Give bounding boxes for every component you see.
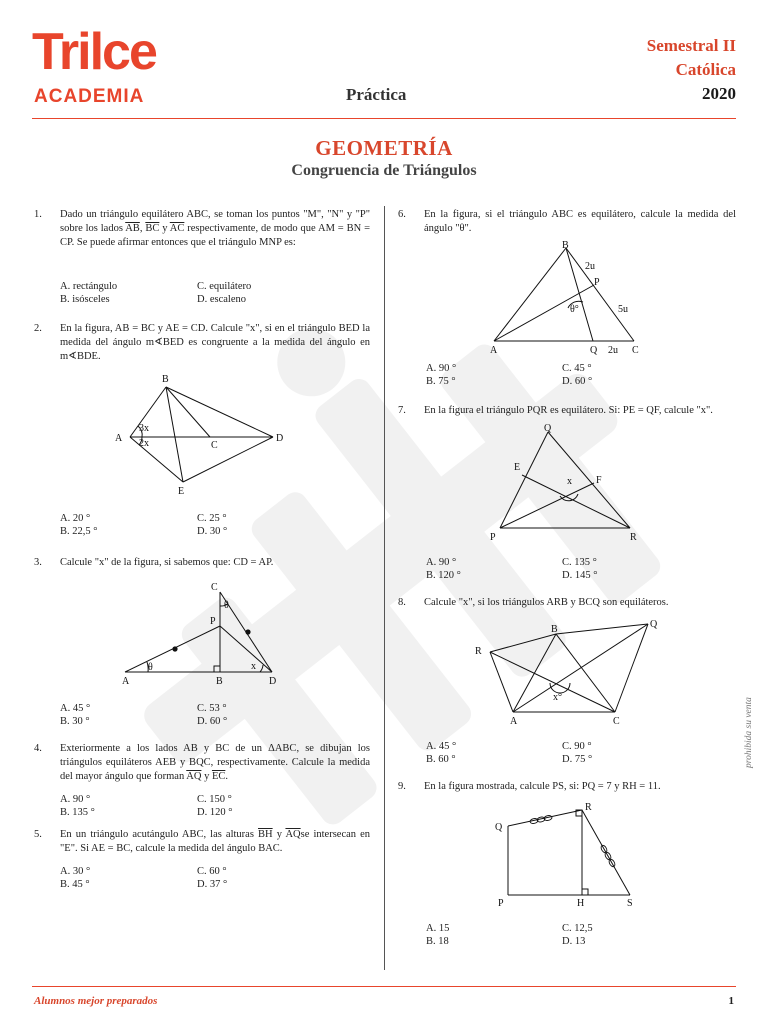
practice-label: Práctica: [346, 85, 407, 104]
fig-label: B: [562, 240, 569, 251]
side-note-text: prohibida su venta: [744, 697, 754, 768]
question-3: [34, 556, 370, 572]
fig-label: B: [551, 624, 558, 635]
tick-marks: [530, 815, 616, 868]
option-d[interactable]: D. 60 °: [562, 376, 593, 387]
fig-label: x°: [553, 692, 562, 703]
option-b[interactable]: B. 120 °: [426, 570, 461, 581]
fig-label: A: [115, 433, 123, 444]
fig-label: S: [627, 898, 633, 909]
question-text: En la figura el triángulo PQR es equilátero. Si: PE = QF, calcule "x".: [424, 405, 713, 416]
fig-label: R: [585, 802, 592, 813]
tick-mark: [172, 646, 177, 651]
fig-label: x: [251, 661, 256, 672]
option-d[interactable]: D. 145 °: [562, 570, 598, 581]
option-c[interactable]: C. 53 °: [197, 703, 227, 714]
fig-label: Q: [650, 619, 658, 630]
question-text: En la figura mostrada, calcule PS, si: PQ = 7 y RH = 11.: [424, 781, 661, 792]
question-number: 1.: [34, 209, 42, 220]
fig-label: R: [475, 646, 482, 657]
option-c[interactable]: C. 45 °: [562, 363, 592, 374]
fig-label: C: [211, 582, 218, 593]
fig-label: Q: [590, 345, 598, 356]
figure-question-3: [110, 576, 300, 691]
fig-label: A: [490, 345, 498, 356]
option-b[interactable]: B. 18: [426, 936, 449, 947]
fig-label: R: [630, 532, 637, 543]
figure-question-7: [482, 418, 652, 546]
fig-label: E: [514, 462, 521, 473]
option-c[interactable]: C. 90 °: [562, 741, 592, 752]
question-number: 3.: [34, 557, 42, 568]
fig-label: P: [210, 616, 216, 627]
option-a[interactable]: A. 30 °: [60, 866, 91, 877]
fig-label: C: [613, 716, 620, 727]
option-a[interactable]: A. 90 °: [426, 557, 457, 568]
year-label: 2020: [702, 84, 736, 103]
question-number: 9.: [398, 781, 406, 792]
option-d[interactable]: D. 30 °: [197, 526, 228, 537]
fig-label: B: [162, 374, 169, 385]
question-text: En la figura, si el triángulo ABC es equilátero, calcule la medida del ángulo "θ".: [424, 209, 736, 234]
fig-label: D: [269, 676, 277, 687]
header-info: [647, 34, 736, 106]
figure-question-6: [482, 238, 652, 360]
option-c[interactable]: C. 60 °: [197, 866, 227, 877]
topic-title: Congruencia de Triángulos: [291, 162, 477, 179]
option-c[interactable]: C. 25 °: [197, 513, 227, 524]
option-b[interactable]: B. 22,5 °: [60, 526, 98, 537]
fig-label: A: [122, 676, 130, 687]
option-c[interactable]: C. equilátero: [197, 281, 252, 292]
trilce-logo: Trilce: [32, 23, 156, 81]
option-b[interactable]: B. 60 °: [426, 754, 456, 765]
fig-label: 5u: [618, 304, 628, 315]
option-a[interactable]: A. 15: [426, 923, 450, 934]
question-text: En la figura, AB = BC y AE = CD. Calcule "x", si en el triángulo BED la medida del ángulo m∢BED es congruente a la medida del ángulo en m∢BDE.: [60, 323, 370, 362]
option-d[interactable]: D. escaleno: [197, 294, 246, 305]
fig-label: θ°: [570, 304, 579, 315]
fig-label: H: [577, 898, 585, 909]
option-a[interactable]: A. 20 °: [60, 513, 91, 524]
fig-label: A: [510, 716, 518, 727]
fig-label: P: [594, 277, 600, 288]
tick-mark: [245, 629, 250, 634]
header-rule: [32, 118, 736, 119]
fig-label: 2x: [139, 438, 149, 449]
question-text: Calcule "x", si los triángulos ARB y BCQ son equiláteros.: [424, 597, 669, 608]
question-4: [34, 742, 370, 784]
option-d[interactable]: D. 60 °: [197, 716, 228, 727]
cycle-label: Semestral II: [646, 36, 736, 55]
option-c[interactable]: C. 135 °: [562, 557, 597, 568]
fig-label: P: [498, 898, 504, 909]
question-8: [398, 596, 738, 612]
question-number: 4.: [34, 743, 42, 754]
fig-label: x: [567, 476, 572, 487]
question-1: [34, 208, 370, 264]
question-number: 5.: [34, 829, 42, 840]
question-5: [34, 828, 370, 856]
option-d[interactable]: D. 75 °: [562, 754, 593, 765]
subject-title: GEOMETRÍA: [315, 136, 453, 160]
footer-rule: [32, 986, 736, 987]
question-number: 8.: [398, 597, 406, 608]
fig-label: F: [596, 475, 602, 486]
figure-question-2: [110, 370, 300, 500]
fig-label: E: [178, 486, 185, 497]
column-divider: [384, 206, 385, 970]
question-9: [398, 780, 738, 796]
question-text: Exteriormente a los lados AB y BC de un ΔABC, se dibujan los triángulos equiláteros AEB y BQC, respectivamente. Calcule la medida del mayor ángulo que forman $\overline{AQ}$ y $\overline{EC}$.: [60, 743, 370, 782]
academia-label: ACADEMIA: [34, 86, 145, 107]
fig-label: P: [490, 532, 496, 543]
figure-question-9: [490, 798, 650, 910]
question-number: 2.: [34, 323, 42, 334]
question-2: [34, 322, 370, 364]
figure-question-8: [470, 614, 670, 730]
option-d[interactable]: D. 13: [562, 936, 586, 947]
fig-label: θ: [224, 600, 229, 611]
option-d[interactable]: D. 37 °: [197, 879, 228, 890]
fig-label: B: [216, 676, 223, 687]
option-a[interactable]: A. 90 °: [60, 794, 91, 805]
question-text: En un triángulo acutángulo ABC, las alturas $\overline{BH}$ y $\overline{AQ}se$ intersecan en "E". Si AE = BC, calcule la medida del ángulo BAC.: [60, 829, 371, 854]
option-b[interactable]: B. 45 °: [60, 879, 90, 890]
option-b[interactable]: B. 135 °: [60, 807, 95, 818]
fig-label: 3x: [139, 423, 149, 434]
page-number: 1: [728, 995, 734, 1007]
fig-label: C: [211, 440, 218, 451]
option-c[interactable]: C. 12,5: [562, 923, 593, 934]
option-a[interactable]: A. 45 °: [60, 703, 91, 714]
fig-label: θ: [148, 662, 153, 673]
question-number: 6.: [398, 209, 406, 220]
option-b[interactable]: B. 30 °: [60, 716, 90, 727]
option-a[interactable]: A. 45 °: [426, 741, 457, 752]
university-label: Católica: [675, 60, 736, 79]
option-b[interactable]: B. 75 °: [426, 376, 456, 387]
fig-label: 2u: [585, 261, 595, 272]
footer-tagline: Alumnos mejor preparados: [34, 995, 158, 1007]
option-c[interactable]: C. 150 °: [197, 794, 232, 805]
side-note: [732, 670, 762, 770]
fig-label: D: [276, 433, 284, 444]
question-text: Dado un triángulo equilátero ABC, se toman los puntos "M", "N" y "P" sobre los lados $\overline{AB}$, $\overline{BC}$ y $\overline{AC}$ respectivamente, de modo que AM = BN = CP. Se puede afirmar entonces que el triángulo MNP es:: [60, 209, 370, 248]
option-d[interactable]: D. 120 °: [197, 807, 233, 818]
option-a[interactable]: A. 90 °: [426, 363, 457, 374]
fig-label: C: [632, 345, 639, 356]
question-text: Calcule "x" de la figura, si sabemos que: CD = AP.: [60, 557, 274, 568]
option-a[interactable]: A. rectángulo: [60, 281, 118, 292]
question-6: [398, 208, 738, 236]
fig-label: 2u: [608, 345, 618, 356]
option-b[interactable]: B. isósceles: [60, 294, 110, 305]
question-number: 7.: [398, 405, 406, 416]
fig-label: Q: [495, 822, 503, 833]
fig-label: Q: [544, 423, 552, 434]
